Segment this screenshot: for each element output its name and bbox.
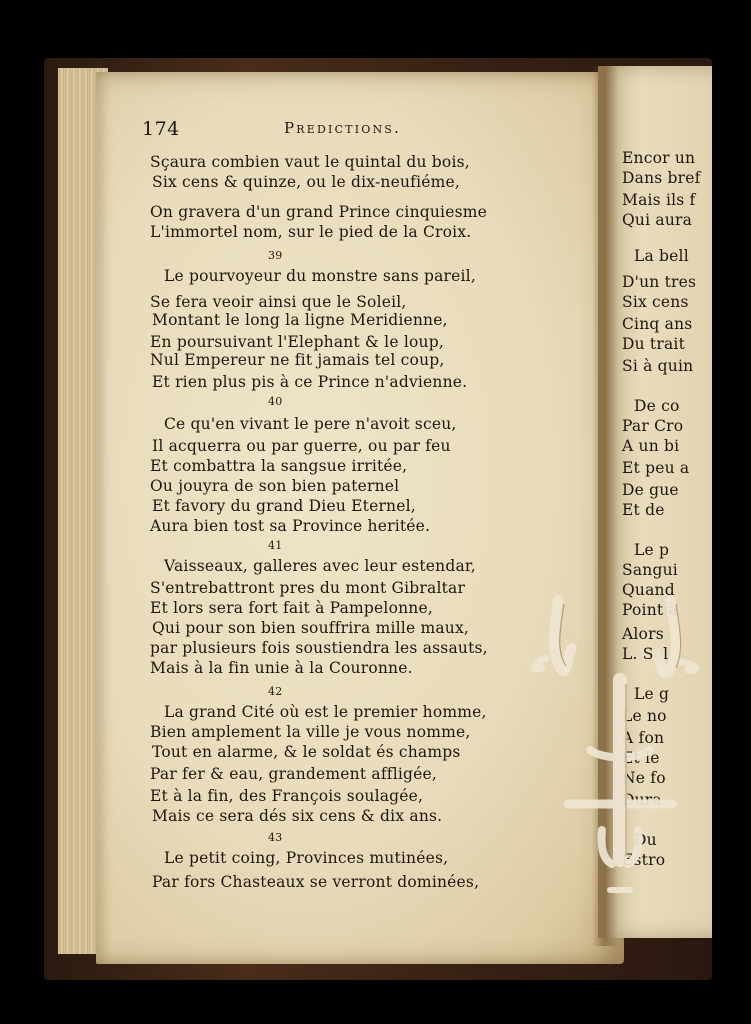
text-line: Dura xyxy=(622,791,662,809)
glue-stain-mark xyxy=(520,560,720,920)
quatrain-number: 41 xyxy=(268,539,283,552)
text-line: En poursuivant l'Elephant & le loup, xyxy=(150,333,444,351)
text-line: Et à la fin, des François soulagée, xyxy=(150,787,424,805)
text-line: La bell xyxy=(634,247,689,265)
text-line: Et de xyxy=(622,501,665,519)
text-line: Alors xyxy=(622,625,664,643)
page-number: 174 xyxy=(142,118,180,140)
text-line: Dans bref xyxy=(622,169,701,187)
text-line: Si à quin xyxy=(622,357,694,375)
page-title: Predictions. xyxy=(284,119,402,137)
running-head xyxy=(142,118,502,144)
text-line: Mais ce sera dés six cens & dix ans. xyxy=(152,807,443,825)
text-line: Du xyxy=(634,831,657,849)
text-line: Sçaura combien vaut le quintal du bois, xyxy=(150,153,470,171)
quatrain-number: 39 xyxy=(268,249,283,262)
text-line: Sangui xyxy=(622,561,678,579)
text-line: Ne fo xyxy=(622,769,666,787)
text-line: Le pourvoyeur du monstre sans pareil, xyxy=(164,267,476,285)
text-line: Nul Empereur ne fit jamais tel coup, xyxy=(150,351,445,369)
text-line: Vaisseaux, galleres avec leur estendar, xyxy=(164,557,476,575)
text-line: Encor un xyxy=(622,149,696,167)
text-line: Par fer & eau, grandement affligée, xyxy=(150,765,438,783)
text-line: De co xyxy=(634,397,680,415)
text-line: Quand xyxy=(622,581,675,599)
quatrain-number: 42 xyxy=(268,685,283,698)
quatrain-number: 43 xyxy=(268,831,283,844)
text-line: Ce qu'en vivant le pere n'avoit sceu, xyxy=(164,415,457,433)
text-line: Et favory du grand Dieu Eternel, xyxy=(152,497,416,515)
text-line: Mais ils f xyxy=(622,191,696,209)
text-line: D'un tres xyxy=(622,273,697,291)
text-line: Le p xyxy=(634,541,670,559)
text-line: Qui aura xyxy=(622,211,693,229)
text-line: Estro xyxy=(622,851,666,869)
text-line: Et peu a xyxy=(622,459,690,477)
text-line: Et le xyxy=(622,749,660,767)
quatrain-number: 40 xyxy=(268,395,283,408)
text-line: Aura bien tost sa Province heritée. xyxy=(150,517,431,535)
text-line: Cinq ans xyxy=(622,315,693,333)
text-line: Par Cro xyxy=(622,417,684,435)
text-line: De gue xyxy=(622,481,679,499)
text-line: Qui pour son bien souffrira mille maux, xyxy=(152,619,470,637)
text-line: L. Sol xyxy=(622,645,669,663)
text-line: Le g xyxy=(634,685,670,703)
text-line: Bien amplement la ville je vous nomme, xyxy=(150,723,471,741)
text-line: Mais à la fin unie à la Couronne. xyxy=(150,659,413,677)
text-line: A fon xyxy=(622,729,665,747)
text-line: Il acquerra ou par guerre, ou par feu xyxy=(152,437,451,455)
text-line: Du trait xyxy=(622,335,686,353)
text-line: On gravera d'un grand Prince cinquiesme xyxy=(150,203,488,221)
text-line: Point à xyxy=(622,601,678,619)
text-line: Par fors Chasteaux se verront dominées, xyxy=(152,873,480,891)
text-line: par plusieurs fois soustiendra les assauts, xyxy=(150,639,488,657)
text-line: Tout en alarme, & le soldat és champs xyxy=(152,743,461,761)
text-line: Six cens xyxy=(622,293,689,311)
text-line: L'immortel nom, sur le pied de la Croix. xyxy=(150,223,472,241)
text-line: Et rien plus pis à ce Prince n'advienne. xyxy=(152,373,468,391)
text-line: Et lors sera fort fait à Pampelonne, xyxy=(150,599,433,617)
text-line: Montant le long la ligne Meridienne, xyxy=(152,311,448,329)
text-line: Ou jouyra de son bien paternel xyxy=(150,477,400,495)
text-line: S'entrebattront pres du mont Gibraltar xyxy=(150,579,466,597)
text-line: Le petit coing, Provinces mutinées, xyxy=(164,849,449,867)
text-line: Le no xyxy=(622,707,667,725)
text-line: La grand Cité où est le premier homme, xyxy=(164,703,487,721)
text-line: Et combattra la sangsue irritée, xyxy=(150,457,408,475)
text-line: Se fera veoir ainsi que le Soleil, xyxy=(150,293,407,311)
text-line: A un bi xyxy=(622,437,680,455)
text-line: Six cens & quinze, ou le dix-neufiéme, xyxy=(152,173,461,191)
